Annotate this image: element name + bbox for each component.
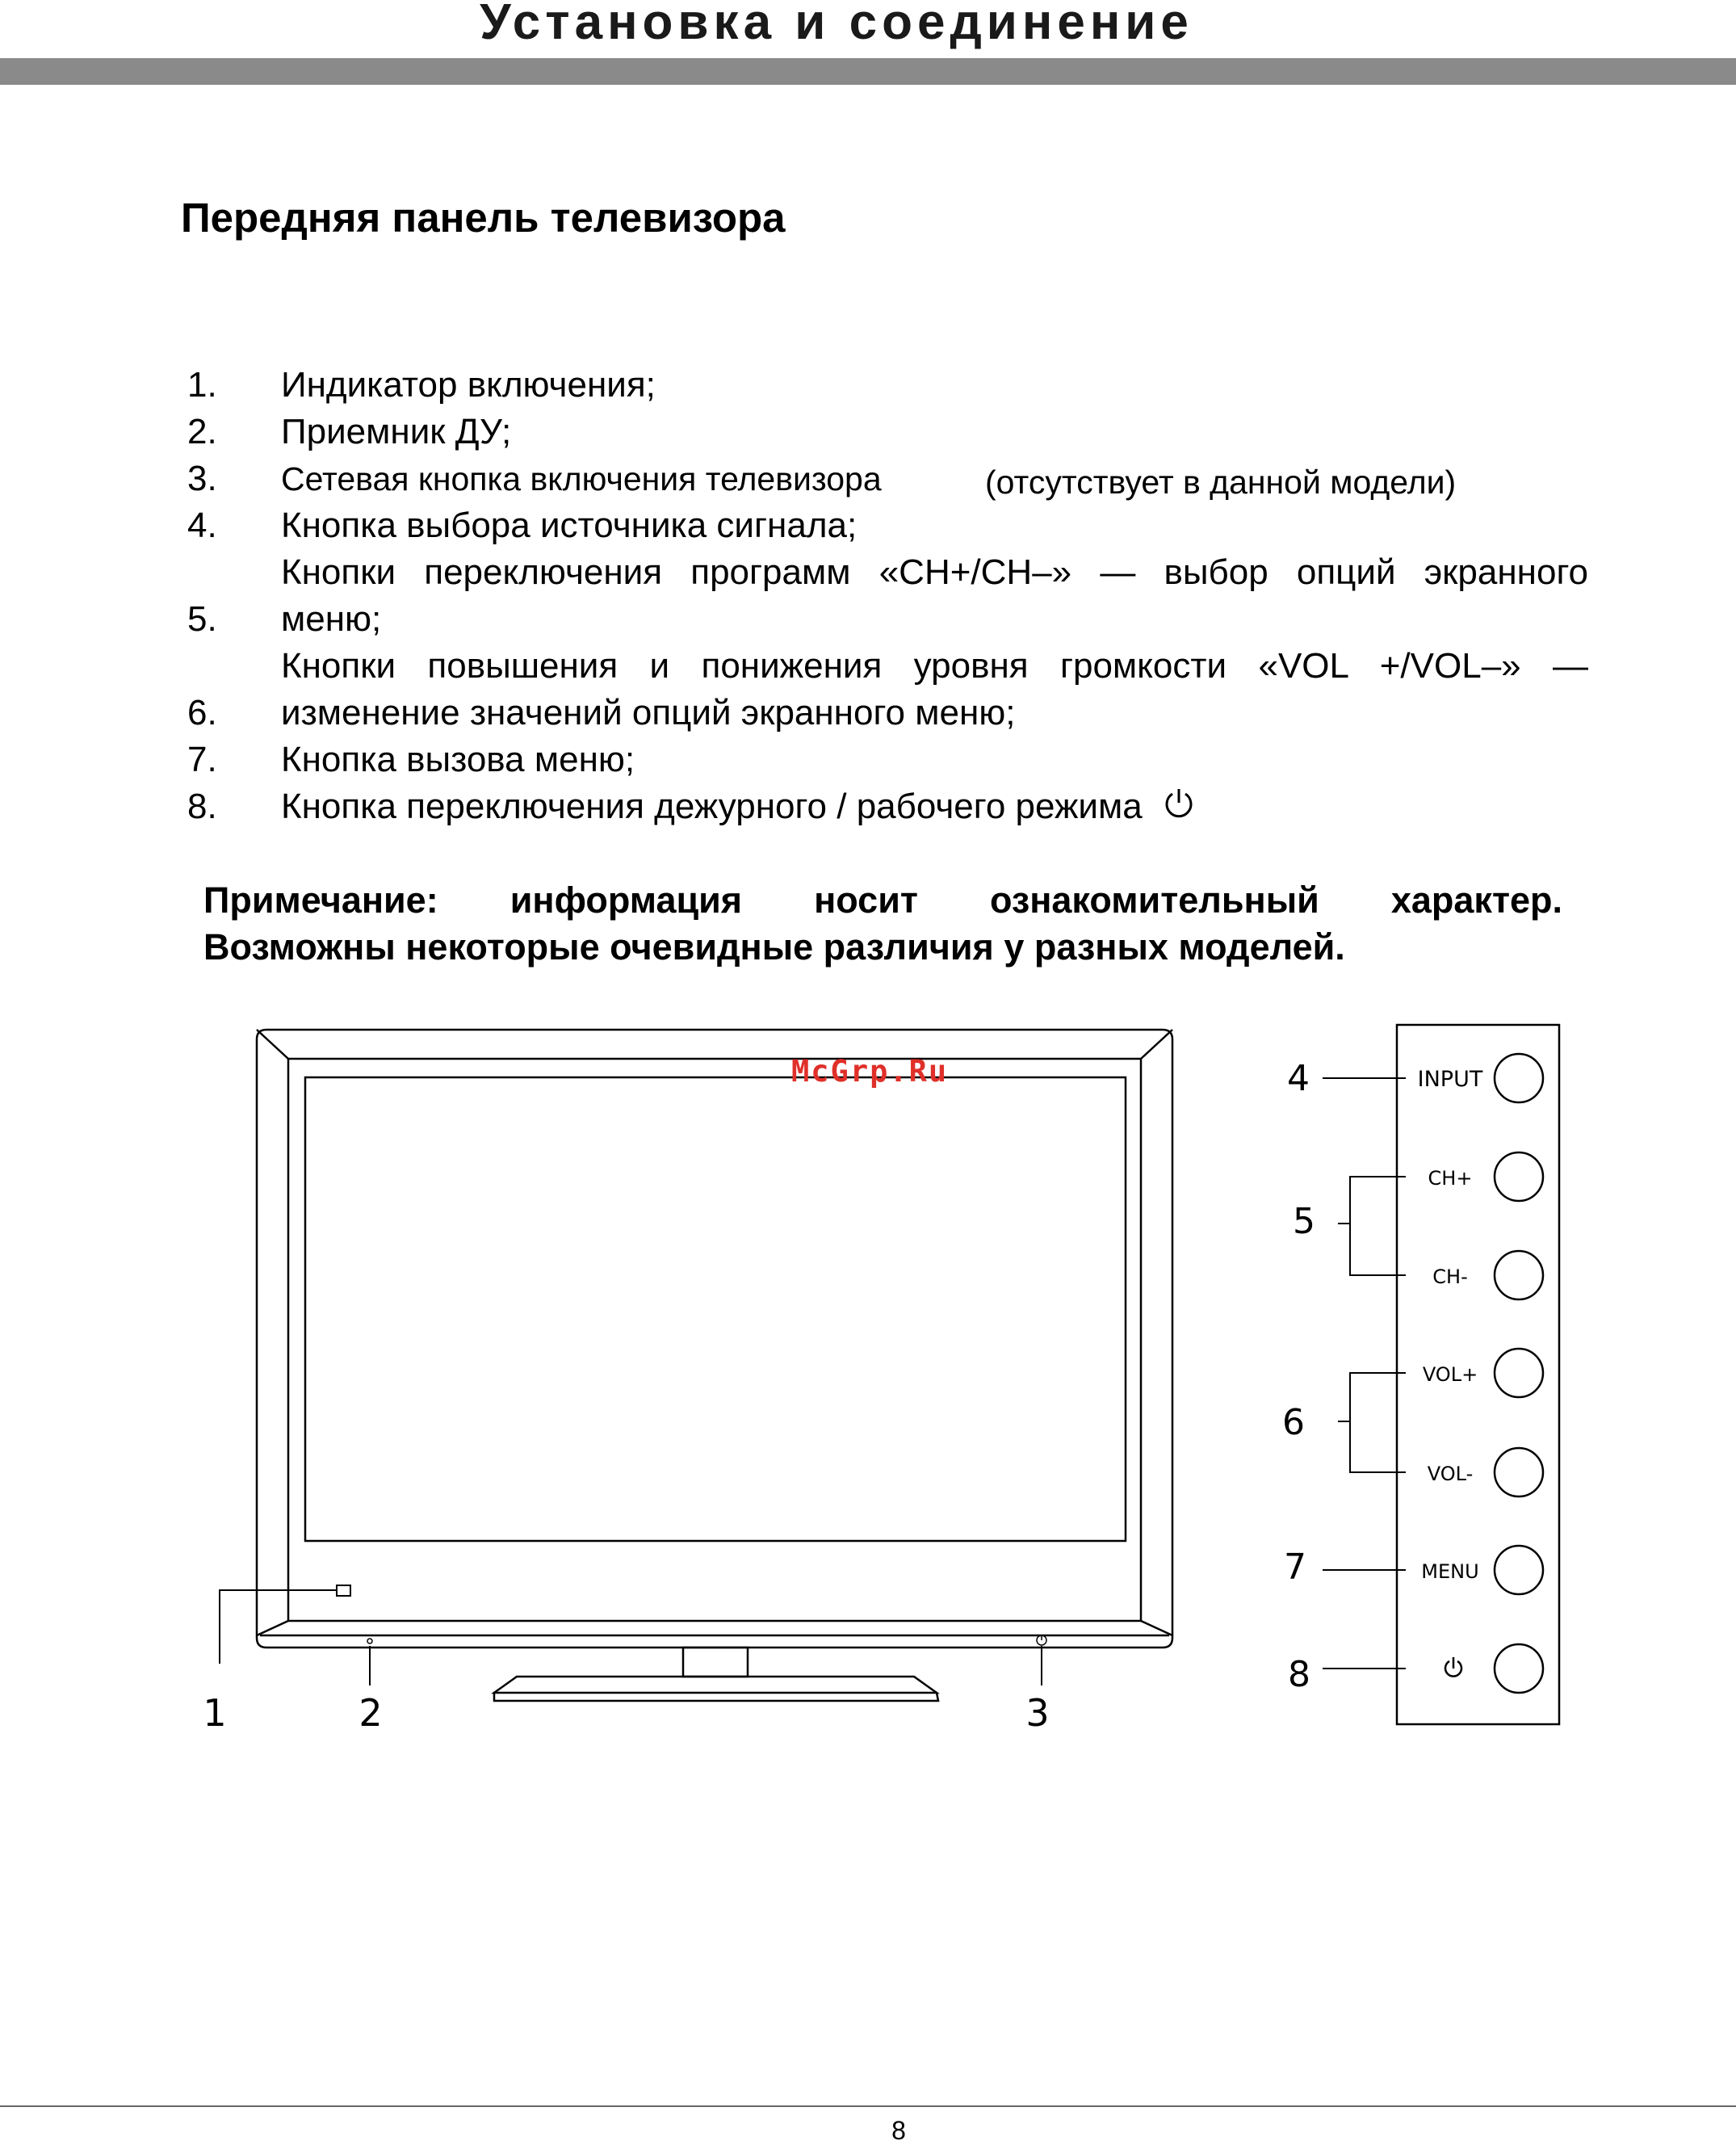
panel-label-vol-minus: VOL- — [1427, 1463, 1474, 1485]
vol-minus-button — [1495, 1448, 1543, 1496]
power-icon — [1445, 1657, 1461, 1677]
note-line: Примечание: информация носит ознакомительный характер. — [203, 879, 1562, 921]
item-text-line: меню; — [281, 599, 382, 639]
item-text-line: Кнопки переключения программ «CH+/CH–» — выбор опций экранного — [281, 552, 1588, 592]
tv-bezel-inner — [288, 1059, 1141, 1621]
item-number: 6. — [187, 693, 217, 732]
page-header-title: Установка и соединение — [480, 0, 1193, 50]
panel-label-input: INPUT — [1417, 1067, 1483, 1092]
tv-stand-neck — [683, 1648, 748, 1677]
ch-plus-button — [1495, 1152, 1543, 1201]
item-number: 8. — [187, 787, 217, 826]
power-indicator-led — [367, 1639, 372, 1643]
tv-stand-base — [494, 1677, 938, 1701]
item-text: Индикатор включения; — [281, 365, 656, 405]
footer-rule — [0, 2105, 1736, 2107]
side-control-panel — [1397, 1025, 1559, 1724]
item-number: 4. — [187, 506, 217, 545]
item-text: Кнопка вызова меню; — [281, 740, 635, 779]
panel-label-menu: MENU — [1421, 1560, 1479, 1583]
remote-sensor-box — [337, 1585, 350, 1596]
item-text: Кнопка выбора источника сигнала; — [281, 506, 858, 545]
item-number: 3. — [187, 459, 217, 498]
tv-screen — [305, 1077, 1126, 1541]
standby-button — [1495, 1644, 1543, 1693]
panel-callout-6: 6 — [1282, 1402, 1305, 1443]
panel-callout-4: 4 — [1287, 1058, 1310, 1099]
item-text-line: изменение значений опций экранного меню; — [281, 693, 1016, 732]
item-aside-note: (отсутствует в данной модели) — [985, 464, 1457, 501]
tv-callout-3: 3 — [1025, 1691, 1050, 1735]
tv-callout-1: 1 — [203, 1691, 227, 1735]
panel-label-vol-plus: VOL+ — [1422, 1363, 1478, 1386]
vol-plus-button — [1495, 1349, 1543, 1397]
note-line: Возможны некоторые очевидные различия у разных моделей. — [203, 926, 1345, 968]
panel-callout-8: 8 — [1288, 1654, 1310, 1695]
item-text-line: Кнопки повышения и понижения уровня громкости «VOL +/VOL–» — — [281, 646, 1588, 686]
tv-bezel-outer — [257, 1030, 1172, 1648]
item-number: 5. — [187, 599, 217, 639]
item-text: Приемник ДУ; — [281, 412, 512, 451]
input-button — [1495, 1054, 1543, 1102]
panel-label-ch-plus: CH+ — [1428, 1167, 1473, 1190]
watermark: McGrp.Ru — [791, 1054, 949, 1089]
panel-callout-5: 5 — [1293, 1201, 1315, 1242]
ch-minus-button — [1495, 1251, 1543, 1299]
item-number: 1. — [187, 365, 217, 405]
menu-button — [1495, 1546, 1543, 1594]
section-title: Передняя панель телевизора — [181, 195, 786, 241]
panel-label-ch-minus: CH- — [1432, 1266, 1468, 1288]
item-number: 7. — [187, 740, 217, 779]
page-number: 8 — [891, 2116, 906, 2145]
panel-callout-7: 7 — [1284, 1547, 1306, 1588]
item-text: Сетевая кнопка включения телевизора — [281, 460, 882, 497]
item-text: Кнопка переключения дежурного / рабочего режима — [281, 787, 1143, 826]
item-number: 2. — [187, 412, 217, 451]
tv-callout-2: 2 — [359, 1691, 383, 1735]
tv-illustration — [257, 1030, 1172, 1701]
